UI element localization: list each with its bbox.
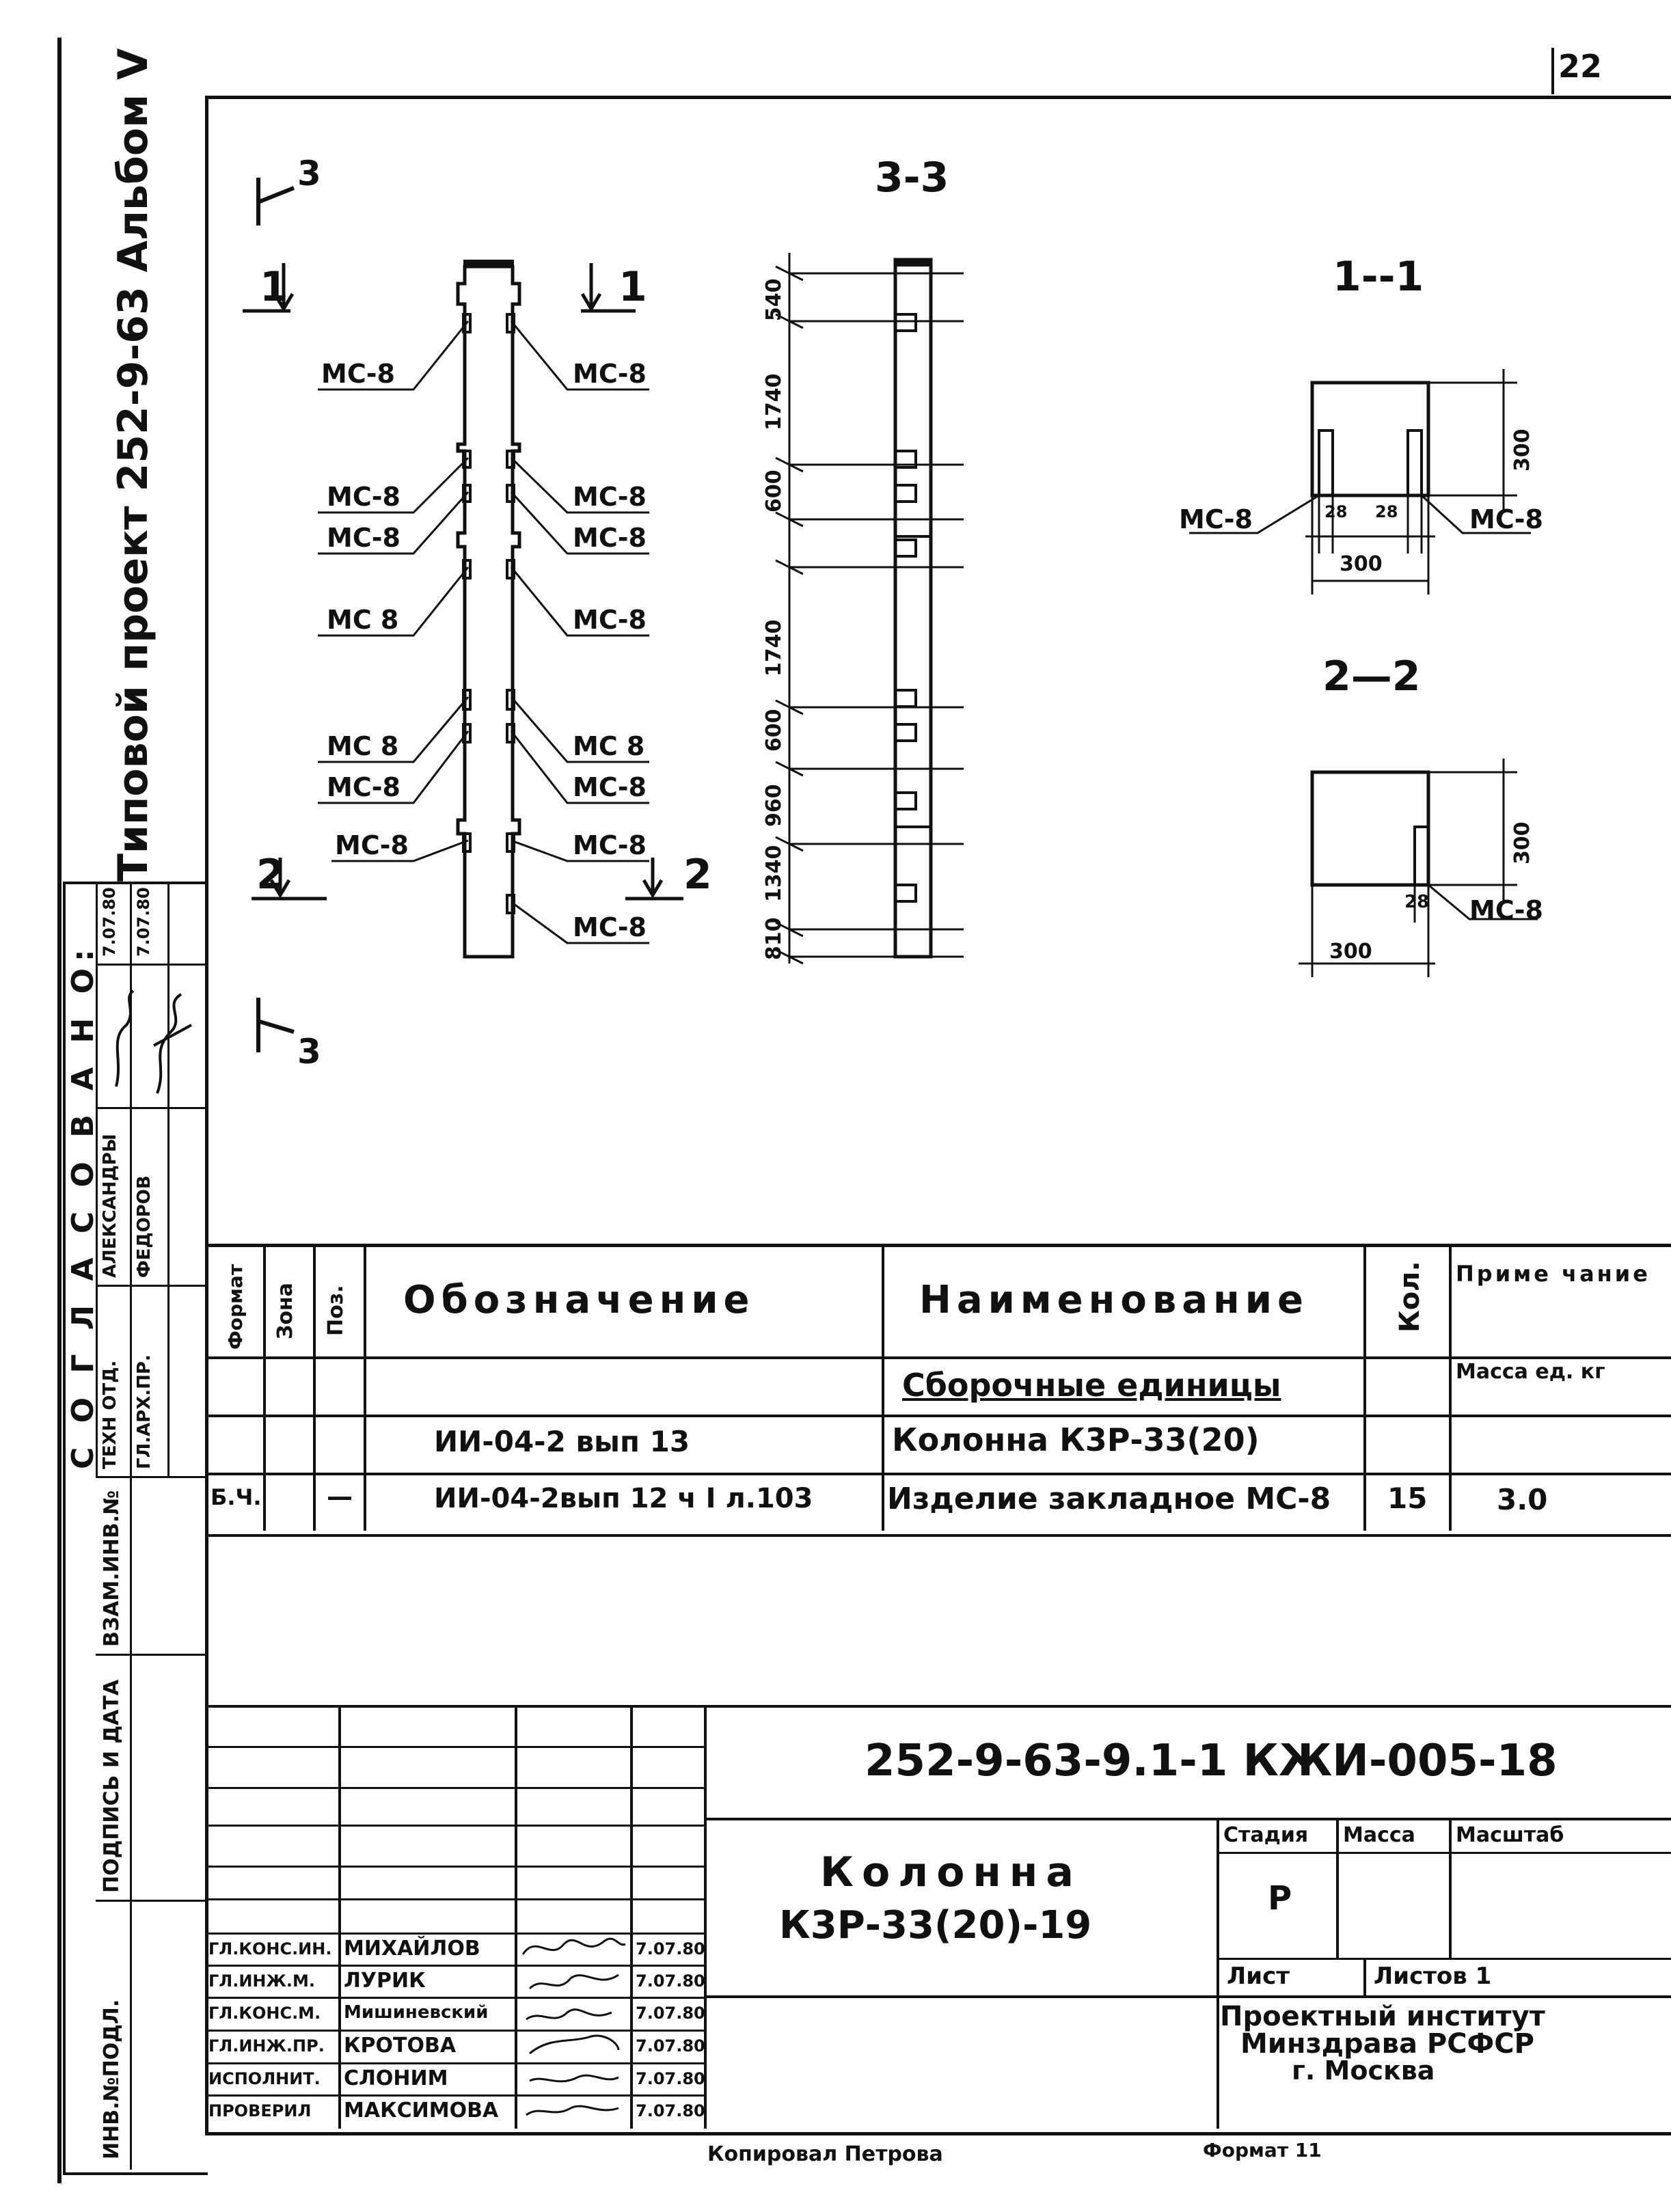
dim-33: 1740 <box>762 373 786 431</box>
dim-11-right-off: 28 <box>1375 502 1398 521</box>
tb-row <box>205 1866 704 1868</box>
sign-role: ПРОВЕРИЛ <box>208 2101 312 2120</box>
side-stamp-row1 <box>96 964 205 966</box>
spec-col <box>313 1244 316 1531</box>
row-name: Изделие закладное МС-8 <box>887 1482 1331 1516</box>
tb-row <box>1217 1958 1671 1960</box>
sign-role: ИСПОЛНИТ. <box>208 2069 321 2088</box>
sign-role: ГЛ.КОНС.М. <box>208 2004 321 2023</box>
dim-33: 600 <box>762 469 786 513</box>
side-stamp-row6 <box>96 1900 205 1902</box>
spec-col <box>1363 1244 1366 1531</box>
organization-line3: г. Москва <box>1292 2056 1435 2086</box>
sheet-label: Лист <box>1227 1963 1290 1990</box>
section-1-label-left: 1 <box>260 263 288 311</box>
organization-line2: Минздрава РСФСР <box>1240 2028 1534 2060</box>
object-title-line1: Колонна <box>820 1848 1082 1896</box>
sign-date: 7.07.80 <box>636 2004 705 2023</box>
section-2-label-left: 2 <box>256 851 285 899</box>
spec-row <box>205 1356 1671 1359</box>
field-inv-orig: ИНВ.№ПОДЛ. <box>100 1999 124 2159</box>
dim-33: 600 <box>762 709 786 752</box>
tb-row <box>205 1825 704 1827</box>
approval-role-1: ТЕХН ОТД. <box>100 1360 120 1469</box>
row-designation: ИИ-04-2вып 12 ч I л.103 <box>434 1483 813 1514</box>
spec-col <box>263 1244 266 1531</box>
embedded-label-left: МС-8 <box>327 772 400 802</box>
tb-row <box>205 1898 704 1900</box>
section-3-label-bottom: 3 <box>297 1032 321 1071</box>
embedded-label-left: МС 8 <box>327 731 399 761</box>
sheet-number-divider <box>1551 48 1554 94</box>
embedded-label-right: МС 8 <box>573 731 645 761</box>
field-sign-date: ПОДПИСЬ И ДАТА <box>100 1679 124 1893</box>
section-22-title: 2—2 <box>1322 653 1421 700</box>
spec-row <box>205 1473 1671 1475</box>
spec-row <box>205 1415 1671 1417</box>
row-designation: ИИ-04-2 вып 13 <box>434 1425 690 1458</box>
copied-by: Копировал Петрова <box>707 2142 943 2166</box>
embedded-label-right: МС-8 <box>573 482 647 512</box>
header-note: Приме чание <box>1456 1261 1650 1287</box>
row-format: Б.Ч. <box>210 1484 262 1510</box>
sign-name: МАКСИМОВА <box>344 2099 499 2122</box>
embedded-label-left: МС 8 <box>327 605 399 635</box>
mass-unit-note: Масса ед. кг <box>1456 1360 1605 1384</box>
side-stamp-row3 <box>96 1285 205 1287</box>
album-title: Типовой проект 252-9-63 Альбом V <box>109 48 157 882</box>
dim-11-width: 300 <box>1340 552 1383 576</box>
dim-11-left-off: 28 <box>1324 502 1348 521</box>
tb-col <box>1217 1818 1219 2129</box>
stage-value: Р <box>1268 1879 1292 1917</box>
document-code: 252-9-63-9.1-1 КЖИ-005-18 <box>865 1736 1558 1786</box>
embedded-label-left: МС-8 <box>327 523 400 553</box>
sign-date: 7.07.80 <box>636 2069 705 2088</box>
approval-name-1: АЛЕКСАНДРЫ <box>100 1134 120 1278</box>
dim-22-width: 300 <box>1329 940 1372 964</box>
side-stamp-row5 <box>96 1654 205 1656</box>
embedded-label-left: МС-8 <box>321 359 395 389</box>
stage-label: Стадия <box>1223 1823 1309 1847</box>
embedded-label-right: МС-8 <box>573 912 647 942</box>
sign-role: ГЛ.ИНЖ.М. <box>208 1971 316 1991</box>
tb-col <box>1363 1958 1366 1995</box>
sign-date: 7.07.80 <box>636 1971 705 1991</box>
sign-role: ГЛ.КОНС.ИН. <box>208 1939 332 1958</box>
embedded-label-11-right: МС-8 <box>1469 504 1543 534</box>
tb-code-divider <box>704 1818 1671 1820</box>
side-stamp-row4 <box>96 1476 205 1478</box>
tb-title-divider <box>704 1995 1671 1998</box>
header-zone: Зона <box>273 1283 297 1339</box>
section-11-title: 1--1 <box>1333 253 1424 301</box>
dim-33: 1340 <box>762 845 786 902</box>
embedded-label-right: МС-8 <box>573 605 647 635</box>
embedded-label-right: МС-8 <box>573 830 647 860</box>
sign-name: Мишиневский <box>344 2002 489 2023</box>
dim-33: 960 <box>762 784 786 827</box>
agreed-label: С О Г Л А С О В А Н О: <box>66 942 100 1469</box>
section-1-label-right: 1 <box>619 263 647 311</box>
mass-label: Масса <box>1343 1823 1415 1847</box>
tb-row <box>205 1746 704 1748</box>
embedded-label-right: МС-8 <box>573 359 647 389</box>
row-note: 3.0 <box>1497 1483 1548 1516</box>
tb-col <box>338 1705 341 2129</box>
embedded-label-11-left: МС-8 <box>1179 504 1253 534</box>
header-format: Формат <box>224 1264 247 1350</box>
tb-row <box>205 1787 704 1789</box>
section-heading: Сборочные единицы <box>902 1367 1281 1404</box>
side-stamp-row2 <box>96 1107 205 1109</box>
approval-date-1: 7.07.80 <box>100 887 119 957</box>
left-margin-line <box>57 38 62 2183</box>
column-elevation <box>246 150 724 1107</box>
embedded-label-left: МС-8 <box>335 830 409 860</box>
side-stamp-col3 <box>167 882 169 1476</box>
sign-name: ЛУРИК <box>344 1969 426 1993</box>
format: Формат 11 <box>1203 2139 1322 2161</box>
section-3-label-top: 3 <box>297 154 321 193</box>
organization-line1: Проектный институт <box>1220 2001 1545 2032</box>
sign-name: КРОТОВА <box>344 2034 457 2058</box>
embedded-label-left: МС-8 <box>327 482 400 512</box>
header-designation: Обозначение <box>403 1278 755 1322</box>
row-pos: — <box>327 1482 353 1512</box>
sign-role: ГЛ.ИНЖ.ПР. <box>208 2036 325 2056</box>
embedded-label-right: МС-8 <box>573 523 647 553</box>
spec-col <box>364 1244 366 1531</box>
row-name: Колонна К3Р-33(20) <box>892 1421 1260 1458</box>
approval-date-2: 7.07.80 <box>134 887 153 957</box>
section-2-label-right: 2 <box>683 851 712 899</box>
field-replace-inv: ВЗАМ.ИНВ.№ <box>100 1490 124 1647</box>
sign-date: 7.07.80 <box>636 2036 705 2056</box>
sign-date: 7.07.80 <box>636 1939 705 1958</box>
section-33-title: 3-3 <box>875 154 949 202</box>
header-name: Наименование <box>919 1278 1309 1322</box>
dim-33: 810 <box>762 917 786 960</box>
scale-label: Масштаб <box>1456 1823 1564 1847</box>
header-qty: Кол. <box>1394 1261 1426 1333</box>
tb-col <box>1336 1818 1339 1958</box>
tb-row <box>1217 1852 1671 1854</box>
dim-22-height: 300 <box>1510 821 1534 864</box>
approval-role-2: ГЛ.АРХ.ПР. <box>134 1354 154 1469</box>
sign-name: МИХАЙЛОВ <box>344 1937 480 1961</box>
embedded-label-right: МС-8 <box>573 772 647 802</box>
dim-22-off: 28 <box>1404 892 1430 912</box>
tb-col <box>1449 1818 1452 1958</box>
object-title-line2: К3Р-33(20)-19 <box>779 1903 1092 1948</box>
spec-col <box>882 1244 884 1531</box>
approval-signatures <box>103 984 205 1100</box>
sheet-number: 22 <box>1558 48 1603 85</box>
approval-name-2: ФЕДОРОВ <box>134 1175 154 1278</box>
spec-col <box>1449 1244 1452 1531</box>
embedded-label-22: МС-8 <box>1469 895 1543 925</box>
header-pos: Поз. <box>324 1285 348 1336</box>
sign-date: 7.07.80 <box>636 2101 705 2120</box>
sign-name: СЛОНИМ <box>344 2066 448 2090</box>
dim-33: 1740 <box>762 619 786 677</box>
signature-scribbles <box>516 1907 632 2125</box>
dim-33: 540 <box>762 278 786 321</box>
row-qty: 15 <box>1387 1482 1428 1515</box>
tb-col <box>704 1705 707 2129</box>
sheets-label: Листов 1 <box>1374 1963 1492 1990</box>
dim-11-height: 300 <box>1510 428 1534 472</box>
